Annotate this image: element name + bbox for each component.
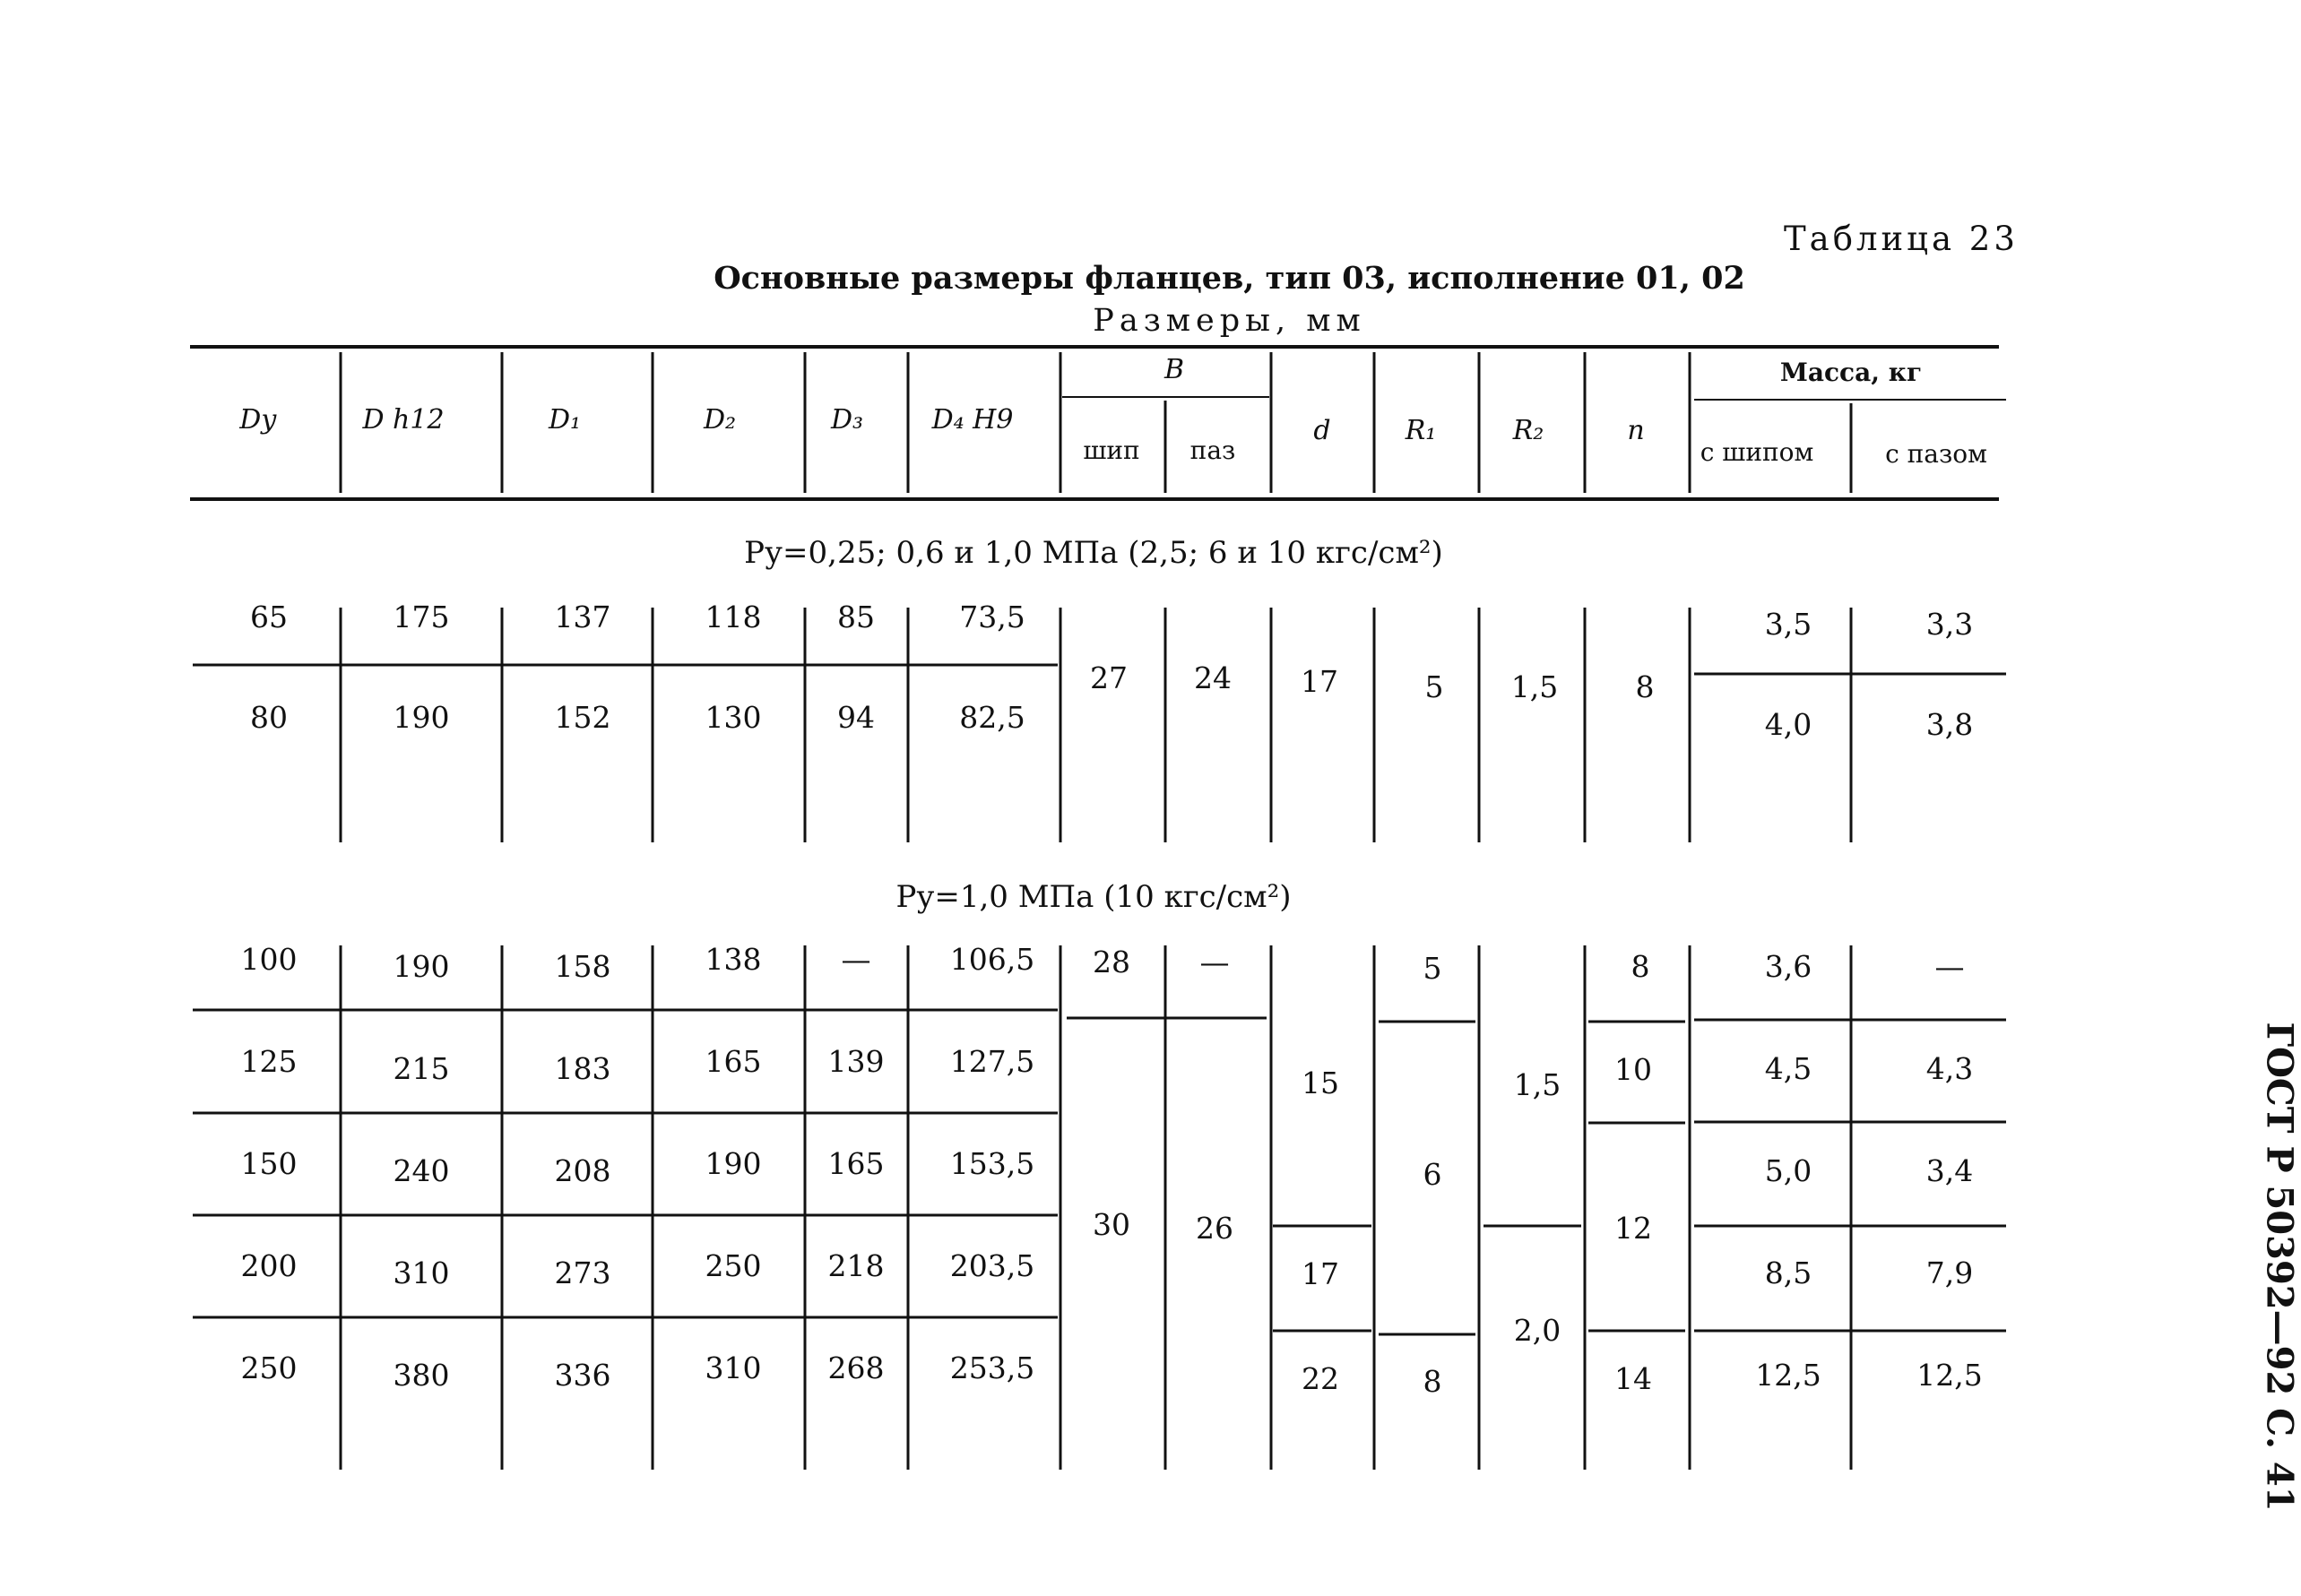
- table-number: Таблица 23: [1784, 220, 2019, 258]
- d1-cell: 336: [554, 1358, 611, 1393]
- d-h12-cell: 215: [393, 1051, 450, 1086]
- mass-paz-cell: 7,9: [1925, 1255, 1974, 1290]
- header-d1: D₁: [548, 404, 582, 436]
- header-b-ship: шип: [1083, 436, 1140, 465]
- s1-n: 8: [1635, 669, 1655, 704]
- d1-cell: 152: [554, 700, 611, 735]
- header-b: B: [1163, 354, 1185, 385]
- s2-r1-c: 8: [1423, 1364, 1442, 1399]
- mass-paz-cell: 3,4: [1925, 1153, 1974, 1188]
- d-h12-cell: 175: [393, 600, 450, 634]
- d3-cell: —: [841, 942, 871, 977]
- d4-cell: 127,5: [949, 1044, 1035, 1079]
- header-mass-ship: с шипом: [1700, 437, 1814, 467]
- d2-cell: 310: [705, 1350, 762, 1385]
- standard-reference: ГОСТ Р 50392—92 С. 41: [2258, 1022, 2301, 1512]
- s1-r1: 5: [1424, 669, 1444, 704]
- mass-ship-cell: 3,5: [1764, 607, 1812, 642]
- header-b-paz: паз: [1189, 436, 1236, 465]
- d1-cell: 273: [554, 1255, 611, 1290]
- s2-d-hole-c: 22: [1302, 1361, 1339, 1396]
- d2-cell: 130: [705, 700, 762, 735]
- d4-cell: 82,5: [959, 700, 1025, 735]
- mass-ship-cell: 12,5: [1755, 1358, 1821, 1393]
- header-d4-h9: D₄ H9: [931, 404, 1014, 436]
- mass-paz-cell: 12,5: [1916, 1358, 1983, 1393]
- dy-cell: 125: [240, 1044, 298, 1079]
- s2-r1-b: 6: [1423, 1157, 1442, 1192]
- s2-n-a: 8: [1631, 949, 1650, 984]
- table-title: Основные размеры фланцев, тип 03, исполнение 01, 02: [714, 260, 1745, 297]
- d1-cell: 208: [554, 1153, 611, 1188]
- d2-cell: 190: [705, 1146, 762, 1181]
- d-h12-cell: 380: [393, 1358, 450, 1393]
- s2-r1-a: 5: [1423, 951, 1442, 986]
- s1-d-hole: 17: [1301, 664, 1338, 699]
- s1-r2: 1,5: [1510, 669, 1559, 704]
- d3-cell: 94: [837, 700, 875, 735]
- d3-cell: 218: [827, 1248, 885, 1283]
- s2-r2-b: 2,0: [1513, 1313, 1561, 1348]
- mass-ship-cell: 3,6: [1764, 949, 1812, 984]
- s1-b-paz: 24: [1194, 660, 1232, 695]
- s2-b-paz-rest: 26: [1196, 1211, 1233, 1246]
- mass-paz-cell: 3,3: [1925, 607, 1974, 642]
- dy-cell: 65: [250, 600, 288, 634]
- mass-paz-cell: —: [1934, 949, 1965, 984]
- header-dy: Dу: [239, 404, 277, 436]
- s2-b-paz-first: —: [1199, 945, 1230, 979]
- d4-cell: 106,5: [949, 942, 1035, 977]
- d2-cell: 118: [705, 600, 762, 634]
- mass-ship-cell: 5,0: [1764, 1153, 1812, 1188]
- s2-n-d: 14: [1614, 1361, 1652, 1396]
- s2-n-b: 10: [1614, 1052, 1652, 1087]
- d4-cell: 153,5: [949, 1146, 1035, 1181]
- d3-cell: 85: [837, 600, 875, 634]
- section1-grid: [193, 608, 2006, 842]
- dy-cell: 200: [240, 1248, 298, 1283]
- mass-paz-cell: 3,8: [1925, 707, 1974, 742]
- s1-b-ship: 27: [1090, 660, 1128, 695]
- d-h12-cell: 240: [393, 1153, 450, 1188]
- header-n: n: [1627, 415, 1645, 446]
- d3-cell: 139: [827, 1044, 885, 1079]
- header-d3: D₃: [830, 404, 864, 436]
- units-caption: Размеры, мм: [1093, 303, 1366, 339]
- d3-cell: 268: [827, 1350, 885, 1385]
- d-h12-cell: 190: [393, 700, 450, 735]
- section1-pressure-label: Pу=0,25; 0,6 и 1,0 МПа (2,5; 6 и 10 кгс/см²): [744, 535, 1443, 571]
- header-d2: D₂: [703, 404, 737, 436]
- d4-cell: 73,5: [959, 600, 1025, 634]
- d3-cell: 165: [827, 1146, 885, 1181]
- s2-d-hole-b: 17: [1302, 1256, 1339, 1291]
- d2-cell: 138: [705, 942, 762, 977]
- d-h12-cell: 310: [393, 1255, 450, 1290]
- header-d-h12: D h12: [362, 404, 445, 436]
- mass-ship-cell: 4,5: [1764, 1051, 1812, 1086]
- section2-pressure-label: Pу=1,0 МПа (10 кгс/см²): [895, 879, 1292, 915]
- mass-paz-cell: 4,3: [1925, 1051, 1974, 1086]
- s2-n-c: 12: [1614, 1211, 1652, 1246]
- mass-ship-cell: 4,0: [1764, 707, 1812, 742]
- header-mass-paz: с пазом: [1885, 439, 1987, 469]
- s2-b-ship-first: 28: [1093, 945, 1130, 979]
- d2-cell: 165: [705, 1044, 762, 1079]
- header-r2: R₂: [1512, 415, 1544, 446]
- s2-r2-a: 1,5: [1513, 1067, 1561, 1102]
- header-mass: Масса, кг: [1779, 358, 1923, 387]
- dy-cell: 150: [240, 1146, 298, 1181]
- d-h12-cell: 190: [393, 949, 450, 984]
- d1-cell: 137: [554, 600, 611, 634]
- dy-cell: 80: [250, 700, 288, 735]
- s2-b-ship-rest: 30: [1093, 1207, 1130, 1242]
- header-r1: R₁: [1405, 415, 1437, 446]
- dy-cell: 250: [240, 1350, 298, 1385]
- d1-cell: 158: [554, 949, 611, 984]
- dy-cell: 100: [240, 942, 298, 977]
- d4-cell: 203,5: [949, 1248, 1035, 1283]
- mass-ship-cell: 8,5: [1764, 1255, 1812, 1290]
- d2-cell: 250: [705, 1248, 762, 1283]
- d4-cell: 253,5: [949, 1350, 1035, 1385]
- s2-d-hole-a: 15: [1302, 1065, 1339, 1100]
- d1-cell: 183: [554, 1051, 611, 1086]
- header-d-hole: d: [1313, 415, 1331, 446]
